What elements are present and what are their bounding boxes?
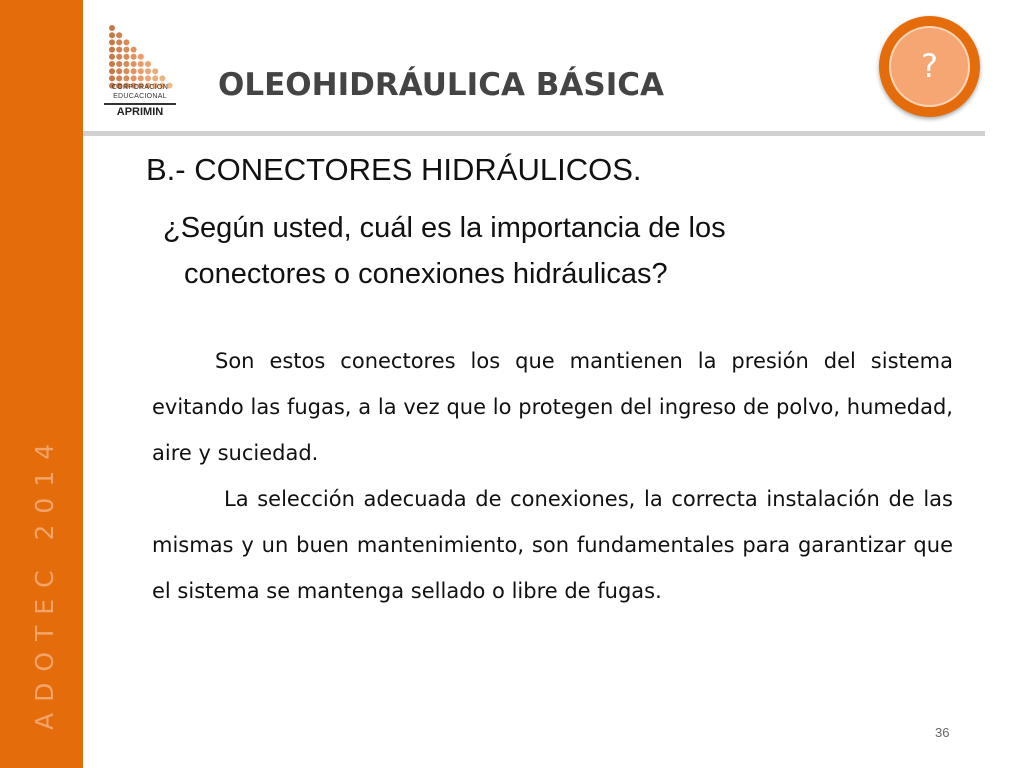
question-line-2: conectores o conexiones hidráulicas? <box>184 258 668 290</box>
page-number: 36 <box>935 725 950 740</box>
section-title: B.- CONECTORES HIDRÁULICOS. <box>146 152 642 187</box>
vertical-watermark: ADOTEC 2014 <box>30 432 59 730</box>
question-badge <box>879 16 980 117</box>
logo-text-line2: EDUCACIONAL <box>113 93 167 100</box>
answer-block <box>152 338 953 614</box>
question-mark-icon: ? <box>921 47 938 85</box>
answer-paragraph-1: Son estos conectores los que mantienen la presión del sistema evitando las fugas, a la vez que lo protegen del ingreso de polvo, humedad, aire y suciedad. <box>152 349 953 465</box>
header-divider <box>83 131 985 136</box>
question-line-1: ¿Según usted, cuál es la importancia de los <box>163 212 726 244</box>
logo-brand: APRIMIN <box>104 103 176 118</box>
header-title: OLEOHIDRÁULICA BÁSICA <box>218 67 664 103</box>
question-block <box>163 205 883 297</box>
logo-text-line1: CORPORACION <box>111 84 169 91</box>
answer-paragraph-2: La selección adecuada de conexiones, la correcta instalación de las mismas y un buen mantenimiento, son fundamentales para garantizar que el sistema se mantenga sellado o libre de fugas. <box>152 487 953 603</box>
